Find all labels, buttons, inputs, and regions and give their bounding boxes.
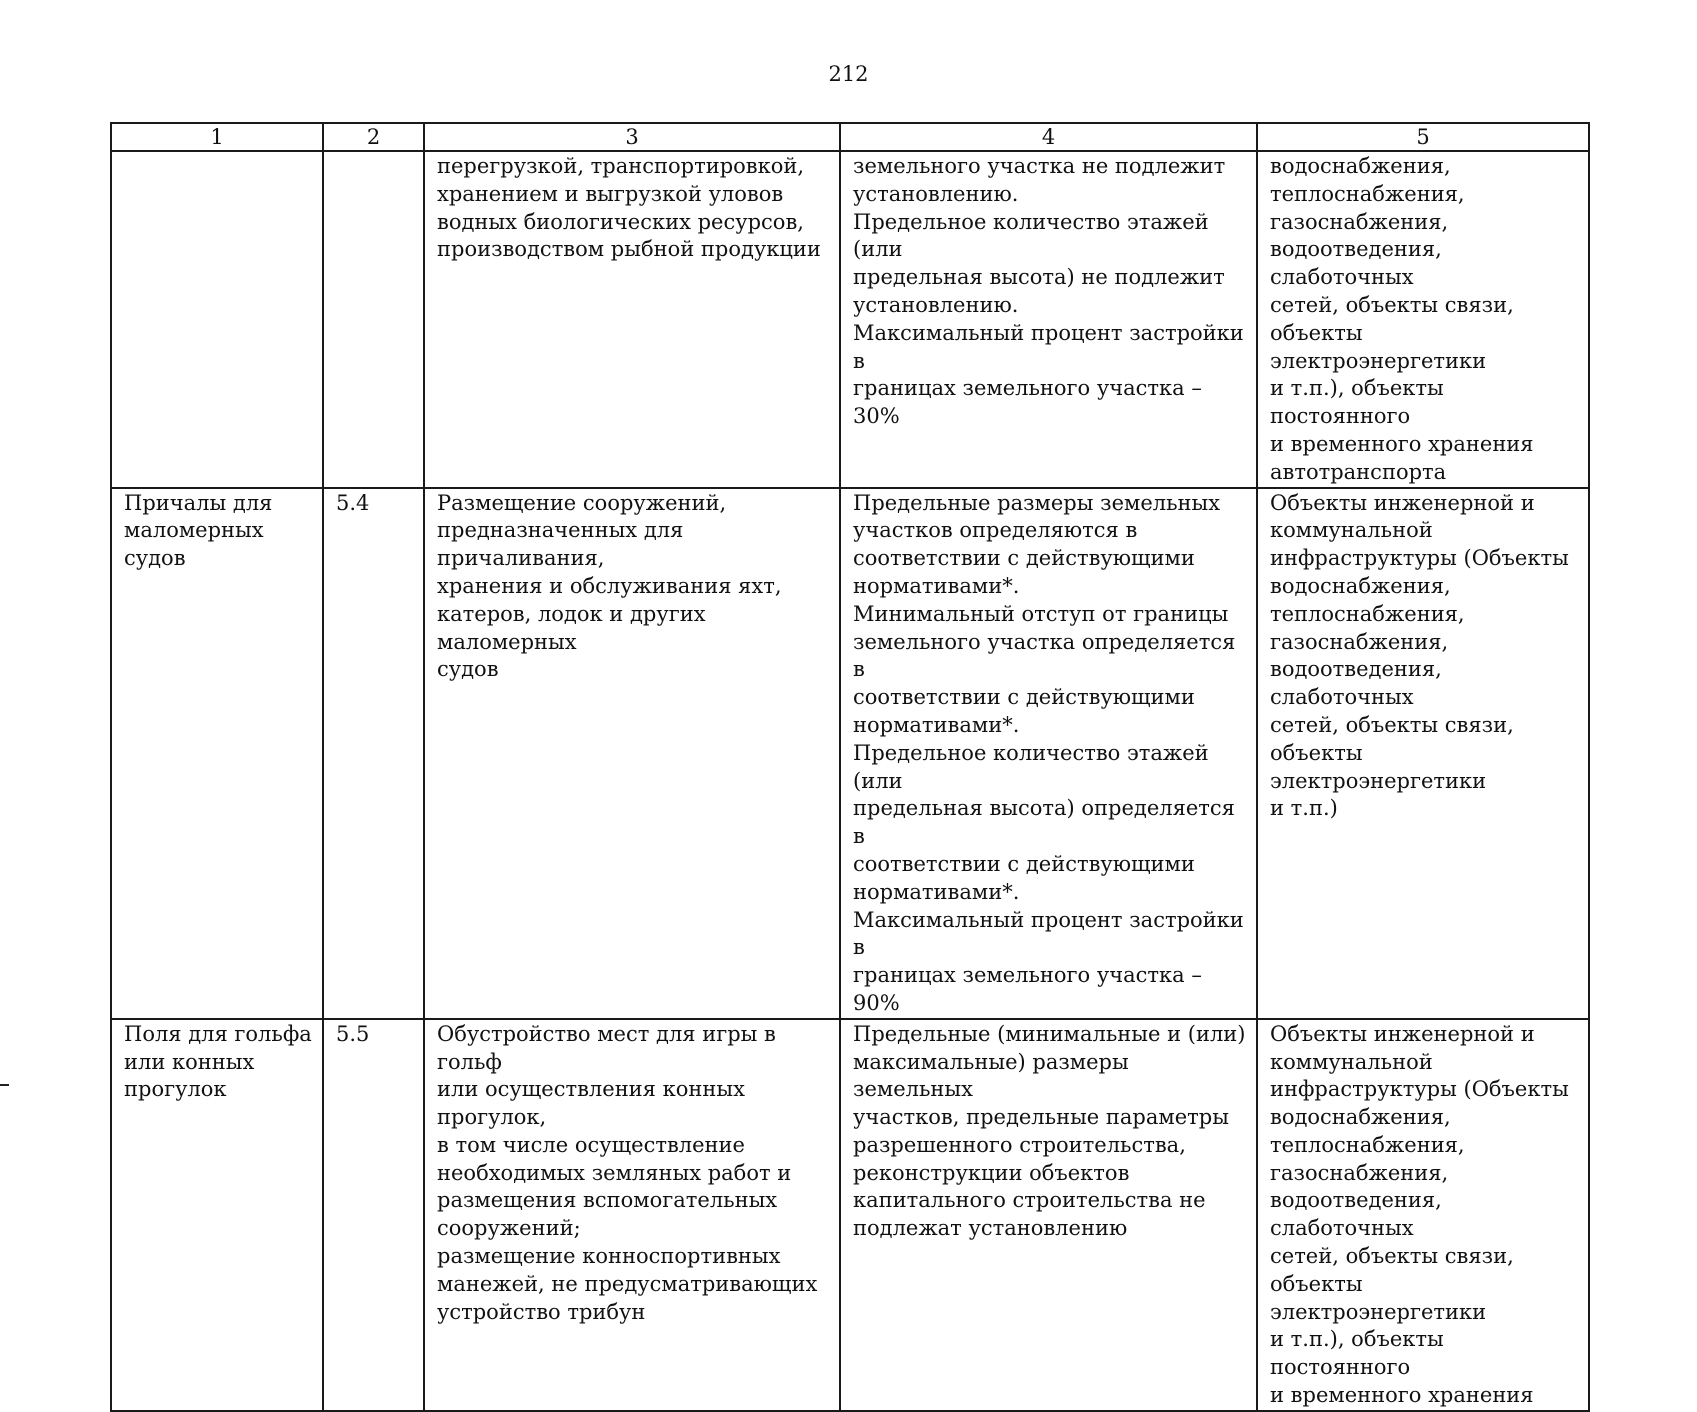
table-row: [111, 488, 1589, 1019]
header-cell-4: 4: [840, 123, 1257, 151]
use-type-code-cell: 5.4: [323, 488, 424, 1019]
header-cell-1: 1: [111, 123, 323, 151]
use-description-cell: Обустройство мест для игры в гольф или осуществления конных прогулок, в том числе осуществление необходимых земляных работ и размещения вспомогательных сооружений; размещение конноспортивных манежей, не предусматривающих устройство трибун: [424, 1019, 840, 1411]
margin-mark: [0, 1084, 9, 1086]
auxiliary-objects-cell: Объекты инженерной и коммунальной инфраструктуры (Объекты водоснабжения, теплоснабжения, газоснабжения, водоотведения, слаботочных сетей, объекты связи, объекты электроэнергетики и т.п.): [1257, 488, 1589, 1019]
land-use-table: [110, 122, 1590, 1412]
auxiliary-objects-cell: водоснабжения, теплоснабжения, газоснабжения, водоотведения, слаботочных сетей, объекты связи, объекты электроэнергетики и т.п.), объекты постоянного и временного хранения автотранспорта: [1257, 151, 1589, 488]
use-description-cell: перегрузкой, транспортировкой, хранением и выгрузкой уловов водных биологических ресурсов, производством рыбной продукции: [424, 151, 840, 488]
table-row: [111, 151, 1589, 488]
auxiliary-objects-cell: Объекты инженерной и коммунальной инфраструктуры (Объекты водоснабжения, теплоснабжения, газоснабжения, водоотведения, слаботочных сетей, объекты связи, объекты электроэнергетики и т.п.), объекты постоянного и временного хранения: [1257, 1019, 1589, 1411]
use-type-name-cell: Причалы для маломерных судов: [111, 488, 323, 1019]
header-cell-3: 3: [424, 123, 840, 151]
page-number: 212: [828, 62, 869, 86]
parameters-cell: Предельные (минимальные и (или) максимальные) размеры земельных участков, предельные параметры разрешенного строительства, реконструкции объектов капитального строительства не подлежат установлению: [840, 1019, 1257, 1411]
table-row: [111, 1019, 1589, 1411]
use-type-code-cell: [323, 151, 424, 488]
use-description-cell: Размещение сооружений, предназначенных для причаливания, хранения и обслуживания яхт, катеров, лодок и других маломерных судов: [424, 488, 840, 1019]
header-cell-2: 2: [323, 123, 424, 151]
use-type-code-cell: 5.5: [323, 1019, 424, 1411]
table-header-row: [111, 123, 1589, 151]
header-cell-5: 5: [1257, 123, 1589, 151]
use-type-name-cell: [111, 151, 323, 488]
use-type-name-cell: Поля для гольфа или конных прогулок: [111, 1019, 323, 1411]
parameters-cell: земельного участка не подлежит установлению. Предельное количество этажей (или предельная высота) не подлежит установлению. Максимальный процент застройки в границах земельного участка – 30%: [840, 151, 1257, 488]
parameters-cell: Предельные размеры земельных участков определяются в соответствии с действующими нормативами*. Минимальный отступ от границы земельного участка определяется в соответствии с действующими нормативами*. Предельное количество этажей (или предельная высота) определяется в соответствии с действующими нормативами*. Максимальный процент застройки в границах земельного участка – 90%: [840, 488, 1257, 1019]
